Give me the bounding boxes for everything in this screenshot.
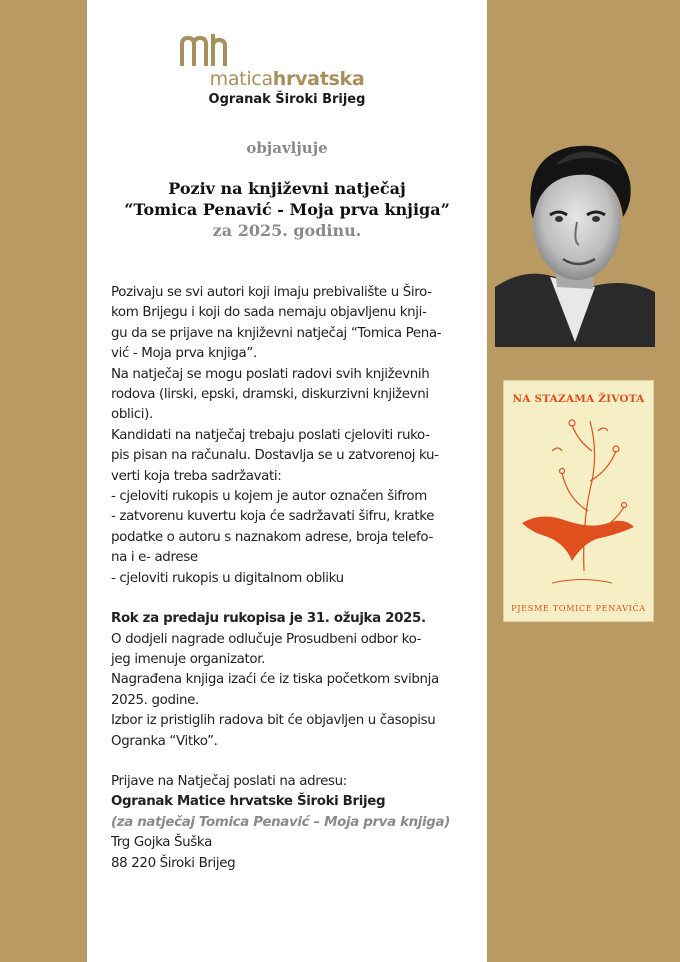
text-line: Pozivaju se svi autori koji imaju prebivalište u Širo- <box>111 285 432 300</box>
title-line-2: “Tomica Penavić - Moja prva knjiga” <box>124 200 450 219</box>
book-illustration <box>512 411 647 601</box>
title-line-1: Poziv na književni natječaj <box>168 179 406 198</box>
left-gold-band <box>0 0 87 962</box>
book-cover <box>503 380 654 622</box>
address-note: (za natječaj Tomica Penavić – Moja prva knjiga) <box>111 814 450 830</box>
text-line: - cjeloviti rukopis u digitalnom obliku <box>111 570 344 586</box>
text-line: Ogranka “Vitko”. <box>111 733 218 749</box>
text-line: rodova (lirski, epski, dramski, diskurzivni književni <box>111 387 429 403</box>
title-block <box>87 178 487 241</box>
text-line: gu da se prijave na književni natječaj “Tomica Pena- <box>111 325 442 341</box>
branch-name: Ogranak Široki Brijeg <box>208 92 366 107</box>
text-line: Na natječaj se mogu poslati radovi svih književnih <box>111 366 430 382</box>
deadline-text: Rok za predaju rukopisa je 31. ožujka 2025. <box>111 611 426 627</box>
title-year: za 2025. godinu. <box>212 221 362 240</box>
text-line: jeg imenuje organizator. <box>111 651 266 667</box>
text-line: verti koja treba sadržavati: <box>111 468 282 484</box>
author-portrait <box>495 127 655 347</box>
address-org: Ogranak Matice hrvatske Široki Brijeg <box>111 794 386 810</box>
logo-wordmark <box>87 68 487 90</box>
announce-label: objavljuje <box>246 139 328 157</box>
text-line: Izbor iz pristiglih radova bit će objavljen u časopisu <box>111 713 436 729</box>
text-line: O dodjeli nagrade odlučuje Prosudbeni odbor ko- <box>111 631 422 647</box>
text-line: Kandidati na natječaj trebaju poslati cjeloviti ruko- <box>111 427 430 443</box>
book-subtitle: PJESME TOMICE PENAVIĆA <box>511 603 646 613</box>
logo-word-matica: matica <box>209 68 273 90</box>
body-text <box>111 283 476 874</box>
text-line: kom Brijegu i koji do sada nemaju objavljenu knji- <box>111 305 427 321</box>
address-city: 88 220 Široki Brijeg <box>111 855 236 871</box>
text-line: - zatvorenu kuvertu koja će sadržavati šifru, kratke <box>111 509 435 525</box>
text-line: - cjeloviti rukopis u kojem je autor označen šifrom <box>111 489 427 505</box>
logo-word-hrvatska: hrvatska <box>272 68 365 90</box>
address-street: Trg Gojka Šuška <box>111 835 212 851</box>
text-line: podatke o autoru s naznakom adrese, broja telefo- <box>111 529 433 545</box>
text-line: Nagrađena knjiga izaći će iz tiska početkom svibnja <box>111 672 439 688</box>
text-line: vić - Moja prva knjiga”. <box>111 346 257 362</box>
address-intro: Prijave na Natječaj poslati na adresu: <box>111 773 347 789</box>
text-line: oblici). <box>111 407 153 423</box>
text-line: pis pisan na računalu. Dostavlja se u zatvorenoj ku- <box>111 448 439 464</box>
text-line: 2025. godine. <box>111 692 199 708</box>
text-line: na i e- adrese <box>111 550 198 566</box>
book-title: NA STAZAMA ŽIVOTA <box>512 393 645 405</box>
matica-logo-icon <box>179 34 231 66</box>
